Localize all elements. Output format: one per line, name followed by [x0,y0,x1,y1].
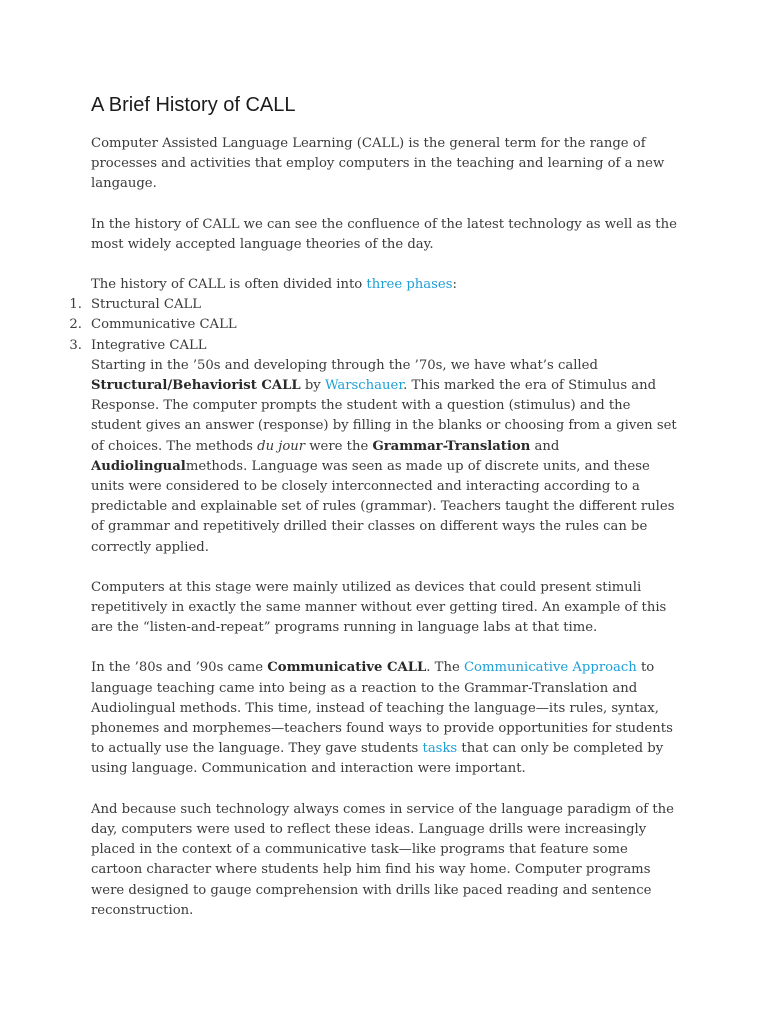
intro-paragraph: Computer Assisted Language Learning (CALL) is the general term for the range of processes and activities that employ computers in the teaching and learning of a new langauge. [91,136,665,192]
list-item [69,315,681,335]
communicative-call-term: Communicative CALL [267,660,427,676]
phases-intro-text: The history of CALL is often divided into [91,277,367,293]
text-run: . This marked the era of Stimulus and Response. The computer prompts the student with a question (stimulus) and the student gives an answer (response) by filling in the blanks or choosing from a given set of choices. The methods [91,378,677,454]
structural-call-term: Structural/Behaviorist CALL [91,378,301,394]
du-jour-italic: du jour [257,438,306,454]
text-run: by [300,378,325,394]
list-item [69,336,681,356]
warschauer-link[interactable]: Warschauer [324,378,404,394]
tasks-link[interactable]: tasks [422,741,458,757]
phases-list [69,295,681,356]
text-run: methods. Language was seen as made up of discrete units, and these units were considered to be closely interconnected and interacting according to a predictable and explainable set of rules (grammar). Teachers taught the different rules of grammar and repetitively drilled their classes on different ways the rules can be correctly applied. [91,458,675,555]
text-run: In the ’80s and ’90s came [91,660,268,676]
audiolingual-term: Audiolingual [91,458,186,474]
list-item-label: Integrative CALL [91,337,207,353]
text-run: and [530,438,560,454]
communicative-approach-link[interactable]: Communicative Approach [463,660,637,676]
text-run: . The [426,660,464,676]
list-item [69,295,681,315]
text-run: were the [305,438,373,454]
list-number: 3. [69,337,82,353]
text-run: that can only be completed by using language. Communication and interaction were important. [91,741,664,777]
list-number: 1. [69,297,82,313]
history-paragraph: In the history of CALL we can see the confluence of the latest technology as well as the most widely accepted language theories of the day. [91,216,677,252]
three-phases-link[interactable]: three phases [366,277,453,293]
list-item-label: Structural CALL [91,297,202,313]
article-body [69,93,681,941]
technology-paragraph: And because such technology always comes in service of the language paradigm of the day, computers were used to reflect these ideas. Language drills were increasingly placed in the context of a communicative task—like programs that feature some cartoon character where students help him find his way home. Computer programs were designed to gauge comprehension with drills like paced reading and sentence reconstruction. [91,801,674,918]
computers-stage-paragraph: Computers at this stage were mainly utilized as devices that could present stimuli repetitively in exactly the same manner without ever getting tired. An example of this are the “listen-and-repeat” programs running in language labs at that time. [91,579,667,636]
page-title: A Brief History of CALL [91,94,296,116]
phases-intro-paragraph [91,275,681,295]
text-run: to language teaching came into being as a reaction to the Grammar-Translation and Audiolingual methods. This time, instead of teaching the language—its rules, syntax, phonemes and morphemes—teachers found ways to provide opportunities for students to actually use the language. They gave students [91,660,673,757]
structural-call-paragraph [91,356,681,558]
communicative-call-paragraph [91,658,681,779]
phases-intro-colon: : [452,277,457,293]
list-item-label: Communicative CALL [91,317,237,333]
grammar-translation-term: Grammar-Translation [372,438,531,454]
text-run: Starting in the ’50s and developing through the ’70s, we have what’s called [91,357,598,373]
list-number: 2. [69,317,82,333]
